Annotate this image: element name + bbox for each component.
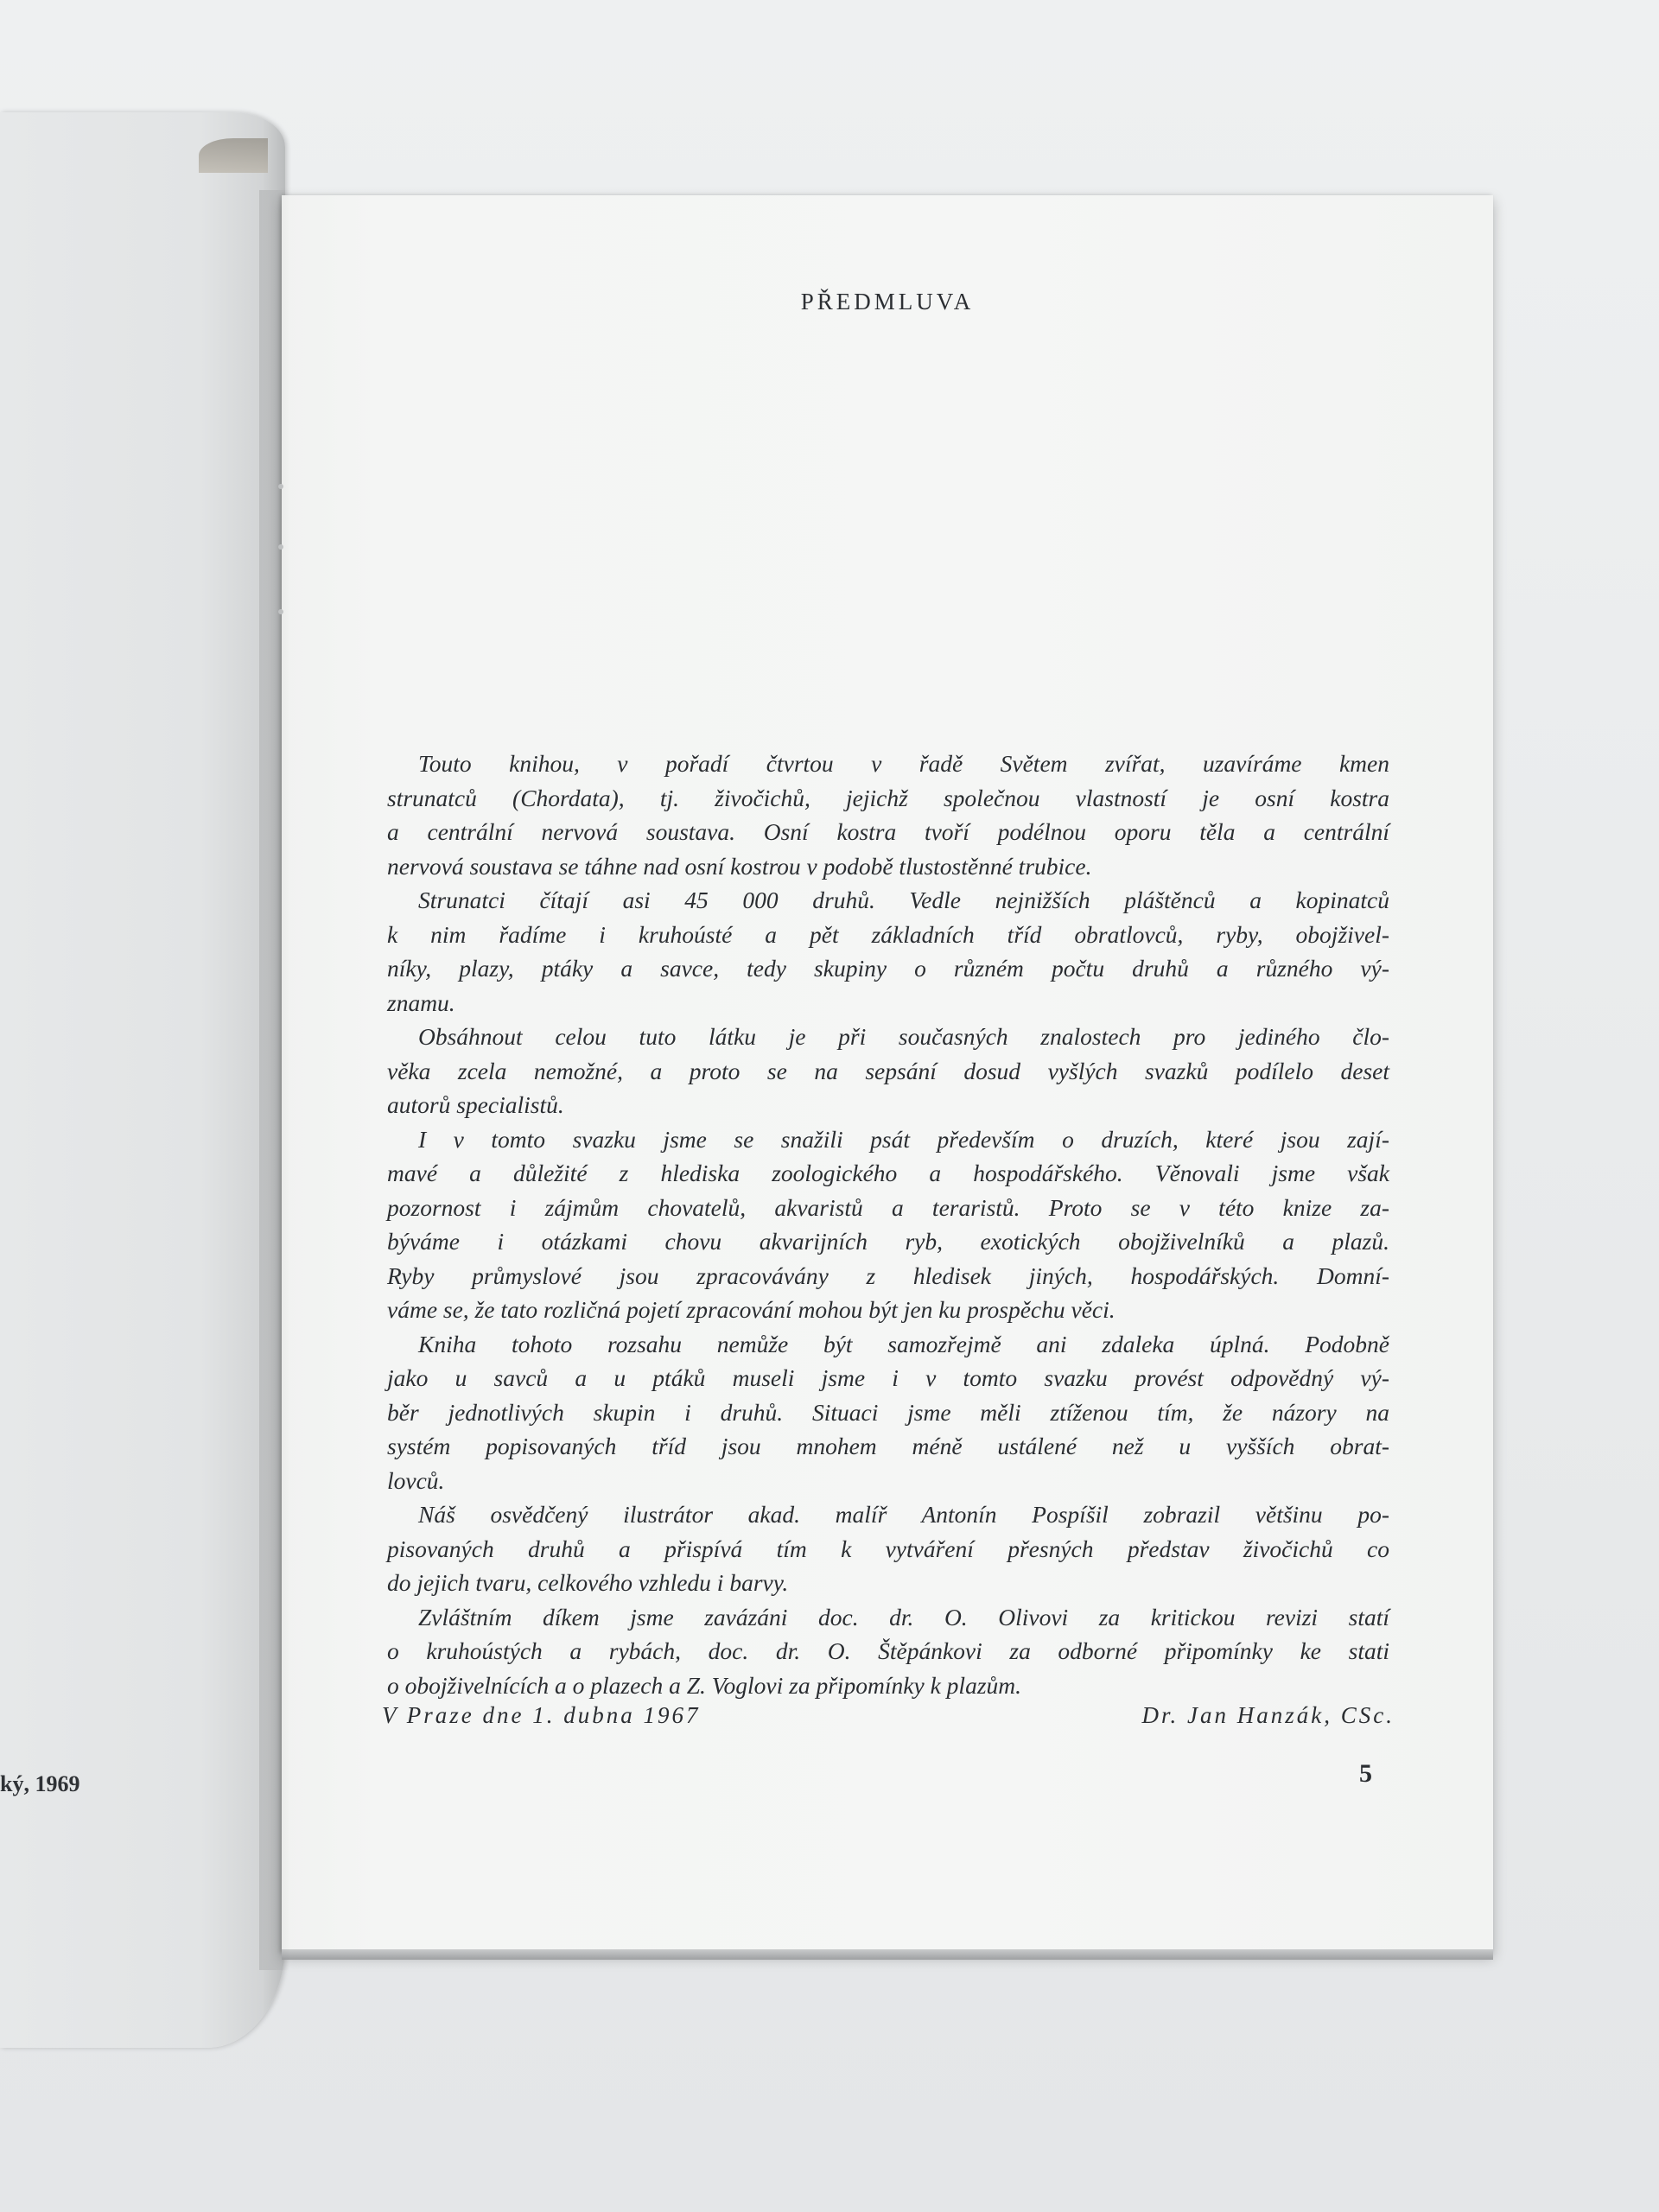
text-line: běr jednotlivých skupin i druhů. Situaci jsme měli ztíženou tím, že názory na <box>387 1398 1389 1426</box>
binding-shadow <box>259 190 290 1970</box>
preface-body <box>387 747 1389 1702</box>
text-line: Kniha tohoto rozsahu nemůže být samozřejmě ani zdaleka úplná. Podobně <box>418 1330 1389 1357</box>
text-line: pisovaných druhů a přispívá tím k vytváření přesných představ živočichů co <box>387 1535 1389 1562</box>
page-bottom-edge <box>282 1949 1493 1960</box>
text-line: systém popisovaných tříd jsou mnohem méně ustálené než u vyšších obrat- <box>387 1433 1389 1459</box>
text-line: k nim řadíme i kruhoústé a pět základních tříd obratlovců, ryby, obojživel- <box>387 920 1389 948</box>
page-number: 5 <box>1359 1759 1372 1788</box>
text-line: mavé a důležité z hlediska zoologického a hospodářského. Věnovali jsme však <box>387 1160 1389 1186</box>
text-line: Obsáhnout celou tuto látku je při současných znalostech pro jediného člo- <box>418 1023 1389 1050</box>
text-line: Strunatci čítají asi 45 000 druhů. Vedle nejnižších pláštěnců a kopinatců <box>418 887 1389 913</box>
page-title: PŘEDMLUVA <box>800 289 975 315</box>
left-page <box>0 112 285 2048</box>
book-spine-edge <box>199 138 268 173</box>
text-line: jako u savců a u ptáků museli jsme i v tomto svazku provést odpovědný vý- <box>387 1364 1389 1391</box>
right-page <box>282 195 1493 1953</box>
text-line: do jejich tvaru, celkového vzhledu i barvy. <box>387 1569 789 1596</box>
binding-stitch <box>278 544 283 550</box>
place-date: V Praze dne 1. dubna 1967 <box>382 1702 701 1728</box>
text-line: Náš osvědčený ilustrátor akad. malíř Antonín Pospíšil zobrazil většinu po- <box>418 1501 1389 1528</box>
text-line: o kruhoústých a rybách, doc. dr. O. Štěpánkovi za odborné připomínky ke stati <box>387 1637 1389 1664</box>
text-line: níky, plazy, ptáky a savce, tedy skupiny o různém počtu druhů a různého vý- <box>387 955 1389 982</box>
text-line: autorů specialistů. <box>387 1091 564 1118</box>
text-line: Ryby průmyslové jsou zpracovávány z hledisek jiných, hospodářských. Domní- <box>387 1262 1389 1289</box>
text-line: býváme i otázkami chovu akvarijních ryb, exotických obojživelníků a plazů. <box>387 1228 1389 1255</box>
text-line: znamu. <box>387 988 455 1016</box>
binding-stitch <box>278 484 283 489</box>
text-line: lovců. <box>387 1466 445 1494</box>
author-name: Dr. Jan Hanzák, CSc. <box>1141 1702 1395 1728</box>
text-line: strunatců (Chordata), tj. živočichů, jejichž společnou vlastností je osní kostra <box>387 784 1389 811</box>
text-line: Zvláštním díkem jsme zavázáni doc. dr. O. Olivovi za kritickou revizi statí <box>418 1603 1389 1630</box>
text-line: váme se, že tato rozličná pojetí zpracování mohou být jen ku prospěchu věci. <box>387 1296 1116 1323</box>
text-line: nervová soustava se táhne nad osní kostrou v podobě tlustostěnné trubice. <box>387 852 1092 880</box>
text-line: pozornost i zájmům chovatelů, akvaristů a teraristů. Proto se v této knize za- <box>387 1193 1389 1221</box>
text-line: a centrální nervová soustava. Osní kostra tvoří podélnou oporu těla a centrální <box>387 818 1389 845</box>
text-line: Touto knihou, v pořadí čtvrtou v řadě Světem zvířat, uzavíráme kmen <box>418 750 1389 777</box>
text-line: I v tomto svazku jsme se snažili psát především o druzích, které jsou zají- <box>418 1125 1389 1153</box>
text-line: věka zcela nemožné, a proto se na sepsání dosud vyšlých svazků podílelo deset <box>387 1057 1389 1084</box>
binding-stitch <box>278 609 283 614</box>
text-line: o obojživelnících a o plazech a Z. Voglovi za připomínky k plazům. <box>387 1671 1022 1699</box>
left-page-snippet: ký, 1969 <box>0 1771 80 1796</box>
